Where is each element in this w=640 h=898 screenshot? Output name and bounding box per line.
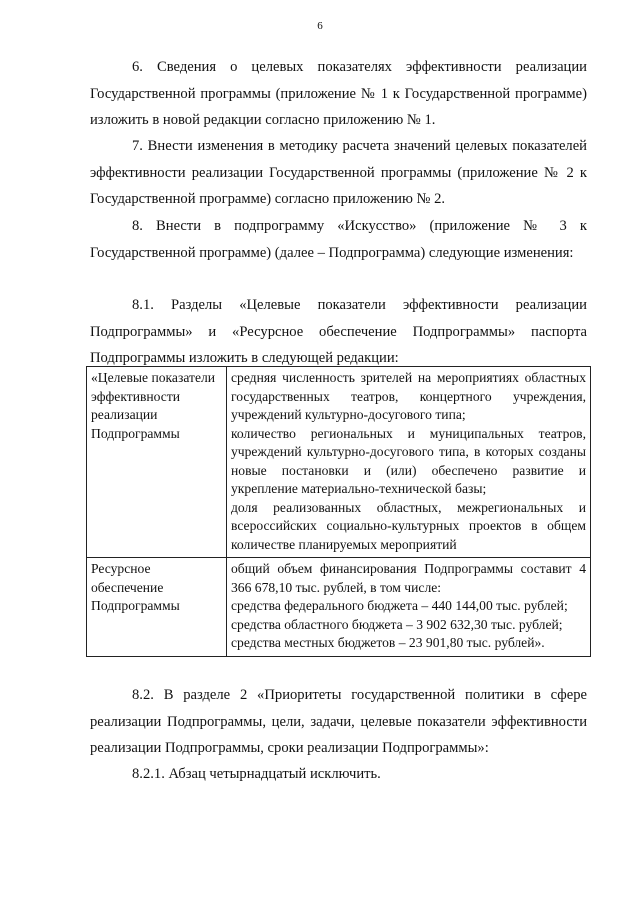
row-content-targets <box>227 367 591 558</box>
list-item: количество региональных и муниципальных театров, учреждений культурно-досугового типа, в которых созданы новые постановки и (или) обеспечено развитие и укрепление материально-технической базы; <box>231 425 586 496</box>
table-row <box>87 367 591 558</box>
list-item: средства областного бюджета – 3 902 632,30 тыс. рублей; <box>231 616 563 632</box>
table-row <box>87 558 591 657</box>
row-label-targets: «Целевые показатели эффективности реализации Подпрограммы <box>87 367 227 558</box>
paragraph-6: 6. Сведения о целевых показателях эффективности реализации Государственной программы (приложение № 1 к Государственной программе) изложить в новой редакции согласно приложению № 1. <box>90 59 587 128</box>
row-content-resources <box>227 558 591 657</box>
list-item: средства местных бюджетов – 23 901,80 тыс. рублей». <box>231 635 545 650</box>
paragraph-8: 8. Внести в подпрограмму «Искусство» (приложение № 3 к Государственной программе) (далее – Подпрограмма) следующие изменения: <box>90 218 587 261</box>
list-item: средняя численность зрителей на мероприятиях областных государственных театров, концертного учреждения, учреждений культурно-досугового типа; <box>231 370 586 422</box>
paragraph-7: 7. Внести изменения в методику расчета значений целевых показателей эффективности реализации Государственной программы (приложение № 2 к Государственной программе) согласно приложению № 2. <box>90 138 587 207</box>
paragraph-8-2: 8.2. В разделе 2 «Приоритеты государственной политики в сфере реализации Подпрограммы, цели, задачи, целевые показатели эффективности реализации Подпрограммы, сроки реализации Подпрограммы»: <box>90 687 587 756</box>
list-item: доля реализованных областных, межрегиональных и всероссийских социально-культурных проектов в общем количестве планируемых мероприятий <box>231 499 586 552</box>
row-label-resources: Ресурсное обеспечение Подпрограммы <box>87 558 227 657</box>
list-item: средства федерального бюджета – 440 144,00 тыс. рублей; <box>231 598 568 613</box>
paragraph-8-2-1: 8.2.1. Абзац четырнадцатый исключить. <box>132 766 381 782</box>
passport-table <box>86 366 591 657</box>
list-item: общий объем финансирования Подпрограммы составит 4 366 678,10 тыс. рублей, в том числе: <box>231 561 586 595</box>
page-number: 6 <box>317 20 323 32</box>
paragraph-8-1: 8.1. Разделы «Целевые показатели эффективности реализации Подпрограммы» и «Ресурсное обеспечение Подпрограммы» паспорта Подпрограммы изложить в следующей редакции: <box>90 297 587 366</box>
